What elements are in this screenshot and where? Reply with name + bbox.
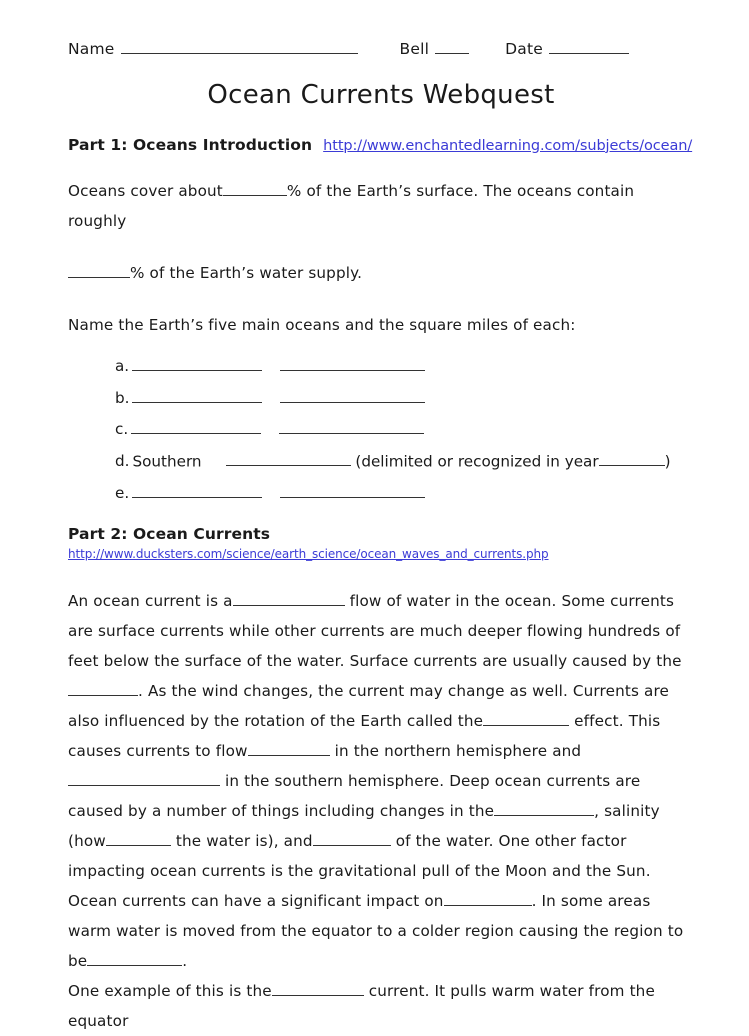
impact-blank[interactable] [444, 890, 532, 905]
surface-cause-blank[interactable] [68, 680, 138, 695]
list-marker-d: d. [115, 452, 130, 471]
list-marker-b: b. [115, 388, 130, 407]
p2-text-c: . As the wind changes, the current may change as well. Currents are also influenced by the rotation of the Earth called the [68, 681, 670, 730]
part2-heading-label: Part 2: Ocean Currents [68, 524, 271, 543]
date-blank-line[interactable] [549, 38, 629, 54]
coriolis-effect-blank[interactable] [483, 710, 569, 725]
part2-paragraph-3 [68, 976, 694, 1036]
student-info-row [68, 38, 694, 58]
ocean-area-blank-d[interactable] [226, 451, 351, 466]
part2-paragraph-2 [68, 886, 694, 976]
percent-water-blank[interactable] [68, 262, 130, 277]
list-item [68, 356, 694, 375]
p2-text-h: the water is), and [175, 831, 313, 850]
page-title: Ocean Currents Webquest [207, 79, 555, 110]
salinity-blank[interactable] [106, 830, 171, 845]
p2-text-l: . [182, 951, 188, 970]
part2-heading-block [68, 525, 694, 562]
p2-text-k: . In some areas warm water is moved from the equator to a colder region causing the region to be [68, 891, 684, 970]
p2-text-f: in the southern hemisphere. Deep ocean currents are caused by a number of things including changes in the [68, 771, 641, 820]
part1-intro-text-b: % of the Earth’s surface. The oceans contain roughly [68, 181, 635, 230]
part1-intro-text-c: % of the Earth’s water supply. [130, 263, 363, 282]
ocean-area-blank-b[interactable] [280, 387, 425, 402]
part1-prompt: Name the Earth’s five main oceans and the square miles of each: [68, 315, 576, 334]
percent-surface-blank[interactable] [223, 180, 287, 195]
ocean-area-blank-a[interactable] [280, 356, 425, 371]
deep-cause-blank[interactable] [494, 800, 594, 815]
name-blank-line[interactable] [121, 38, 358, 54]
part2-body [68, 586, 694, 1036]
part1-intro-line2 [68, 258, 694, 288]
p2-text-i: of the water. One other factor impacting ocean currents is the gravitational pull of the Moon and the Sun. [68, 831, 651, 880]
p2-text-g: , salinity (how [68, 801, 660, 850]
northern-flow-blank[interactable] [248, 740, 330, 755]
p2-text-d: effect. This causes currents to flow [68, 711, 661, 760]
p2-text-b: flow of water in the ocean. Some currents are surface currents while other currents are much deeper flowing hundreds of feet below the surface of the water. Surface currents are usually caused by the [68, 591, 682, 670]
part1-heading-label: Part 1: Oceans Introduction [68, 135, 313, 154]
part2-paragraph-1 [68, 586, 694, 886]
region-warmer-blank[interactable] [87, 950, 182, 965]
list-marker-a: a. [115, 357, 130, 376]
southern-note-close: ) [664, 452, 671, 471]
date-label: Date [505, 39, 543, 58]
list-item [68, 482, 694, 501]
southern-note-open: (delimited or recognized in year [355, 452, 599, 471]
p2-text-n: current. It pulls warm water from the equator [68, 981, 655, 1030]
current-definition-blank[interactable] [233, 590, 345, 605]
bell-blank-line[interactable] [435, 38, 469, 54]
list-marker-e: e. [115, 483, 130, 502]
southern-flow-blank[interactable] [68, 770, 220, 785]
part1-intro-text-a: Oceans cover about [68, 181, 223, 200]
list-marker-c: c. [115, 420, 129, 439]
part1-url-link[interactable]: http://www.enchantedlearning.com/subjects/ocean/ [323, 137, 693, 154]
list-item [68, 419, 694, 438]
part1-intro-line1 [68, 176, 694, 236]
p2-text-j: Ocean currents can have a significant impact on [68, 891, 444, 910]
list-item [68, 451, 694, 470]
ocean-name-southern: Southern [132, 452, 202, 471]
ocean-name-blank-c[interactable] [131, 419, 261, 434]
current-example-blank[interactable] [272, 980, 364, 995]
part1-heading-row [68, 136, 694, 154]
ocean-area-blank-c[interactable] [279, 419, 424, 434]
ocean-name-blank-b[interactable] [132, 387, 262, 402]
p2-text-a: An ocean current is a [68, 591, 233, 610]
ocean-area-blank-e[interactable] [280, 482, 425, 497]
p2-text-m: One example of this is the [68, 981, 272, 1000]
p2-text-e: in the northern hemisphere and [334, 741, 582, 760]
name-label: Name [68, 39, 115, 58]
ocean-name-blank-a[interactable] [132, 356, 262, 371]
ocean-answer-list [68, 356, 694, 501]
part2-url-link[interactable]: http://www.ducksters.com/science/earth_science/ocean_waves_and_currents.php [68, 546, 549, 561]
southern-year-blank[interactable] [599, 451, 665, 466]
temperature-blank[interactable] [313, 830, 391, 845]
bell-label: Bell [399, 39, 430, 58]
list-item [68, 387, 694, 406]
ocean-name-blank-e[interactable] [132, 482, 262, 497]
